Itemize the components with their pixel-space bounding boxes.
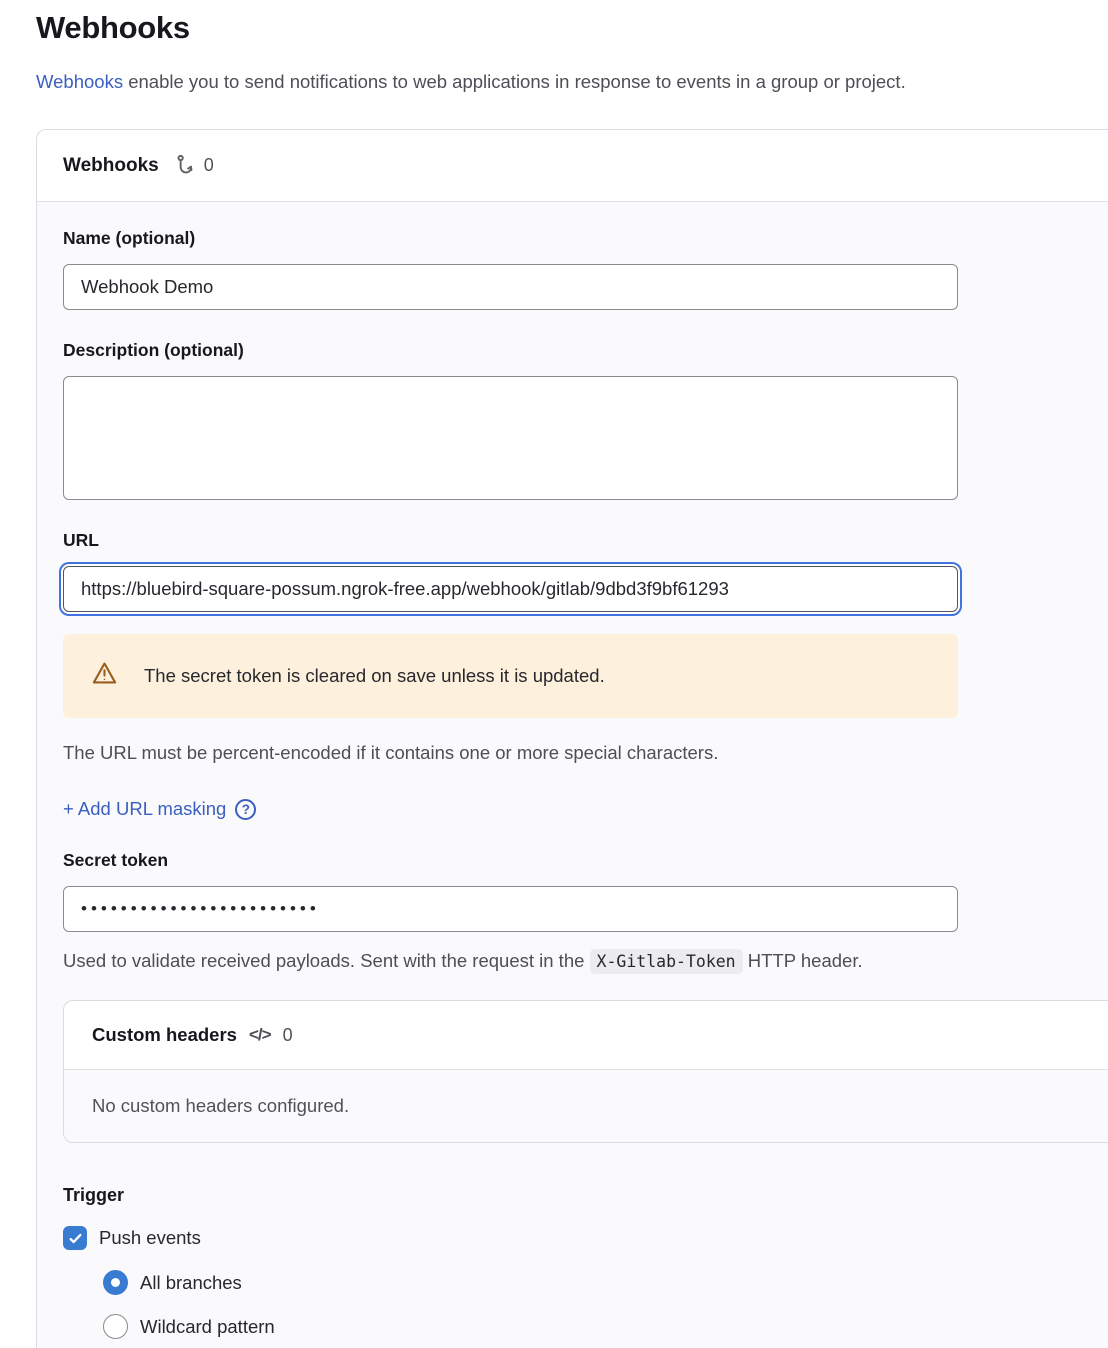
- secret-token-label: Secret token: [63, 850, 169, 870]
- webhooks-count: 0: [203, 155, 214, 175]
- custom-headers-card: [63, 1000, 1108, 1143]
- secret-token-input[interactable]: [63, 886, 958, 932]
- webhooks-card-header: [37, 130, 1108, 202]
- warning-icon: [91, 660, 118, 692]
- code-icon: </>: [248, 1025, 271, 1044]
- webhooks-doc-link[interactable]: Webhooks: [36, 71, 124, 92]
- page-intro-text: enable you to send notifications to web applications in response to events in a group or project.: [123, 71, 906, 92]
- add-url-masking-link[interactable]: [63, 798, 256, 820]
- push-events-checkbox[interactable]: [63, 1226, 87, 1250]
- trigger-label: Trigger: [63, 1185, 125, 1205]
- webhooks-card-title: Webhooks: [63, 154, 159, 176]
- description-input[interactable]: [63, 376, 958, 500]
- custom-headers-title: Custom headers: [92, 1024, 237, 1045]
- url-input[interactable]: [63, 566, 958, 612]
- page-title: Webhooks: [36, 10, 190, 45]
- wildcard-pattern-radio[interactable]: [103, 1314, 128, 1339]
- webhooks-card: [36, 129, 1108, 1348]
- all-branches-radio-row[interactable]: [103, 1270, 1108, 1295]
- name-input[interactable]: [63, 264, 958, 310]
- secret-token-help: [63, 950, 1108, 972]
- description-label: Description (optional): [63, 340, 244, 360]
- add-url-masking-label: + Add URL masking: [63, 798, 227, 819]
- all-branches-radio[interactable]: [103, 1270, 128, 1295]
- wildcard-pattern-radio-row[interactable]: [103, 1314, 1108, 1339]
- url-label: URL: [63, 530, 99, 550]
- secret-token-help-suffix: HTTP header.: [742, 950, 863, 971]
- secret-token-warning-banner: [63, 634, 958, 718]
- custom-headers-header: [64, 1001, 1108, 1070]
- webhooks-settings-page: [0, 10, 1108, 1348]
- hook-icon: [170, 154, 193, 177]
- all-branches-label: All branches: [140, 1271, 242, 1293]
- custom-headers-count: 0: [282, 1024, 293, 1045]
- push-events-checkbox-row[interactable]: [63, 1226, 1108, 1250]
- name-label: Name (optional): [63, 228, 196, 248]
- warning-text: The secret token is cleared on save unless it is updated.: [144, 665, 605, 686]
- webhooks-card-body: [37, 202, 1108, 1348]
- question-icon[interactable]: ?: [235, 799, 256, 820]
- page-intro: [36, 71, 1108, 93]
- url-help-text: The URL must be percent-encoded if it contains one or more special characters.: [63, 742, 719, 763]
- secret-token-help-prefix: Used to validate received payloads. Sent with the request in the: [63, 950, 590, 971]
- x-gitlab-token-code: X-Gitlab-Token: [590, 949, 743, 974]
- custom-headers-empty-text: No custom headers configured.: [92, 1095, 350, 1116]
- push-events-label: Push events: [99, 1227, 201, 1248]
- wildcard-pattern-label: Wildcard pattern: [140, 1315, 275, 1337]
